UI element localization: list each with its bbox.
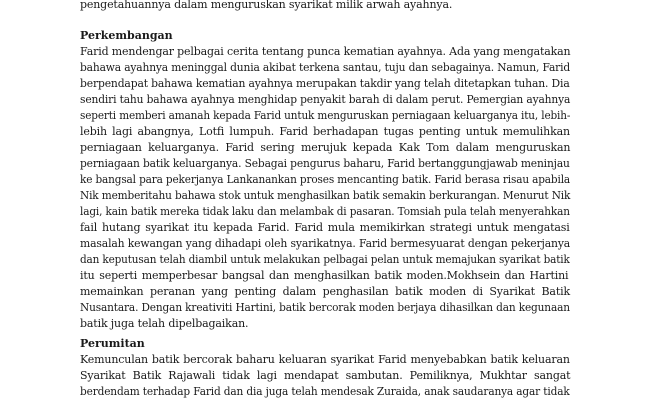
paragraph-line: perniagaan batik keluarganya. Sebagai pengurus baharu, Farid bertanggungjawab meninjau xyxy=(80,157,570,170)
paragraph-line: itu seperti memperbesar bangsal dan menghasilkan batik moden.Mokhsein dan Hartini xyxy=(80,269,569,282)
paragraph-line: ke bangsal para pekerjanya Lankanankan proses mencanting batik. Farid berasa risau apabila xyxy=(80,173,571,186)
paragraph-line: Syarikat Batik Rajawali tidak lagi mendapat sambutan. Pemiliknya, Mukhtar sangat xyxy=(80,369,571,382)
paragraph-line: lagi, kain batik mereka tidak laku dan melambak di pasaran. Tomsiah pula telah menyerahkan xyxy=(80,205,570,218)
paragraph-line: memainkan peranan yang penting dalam penghasilan batik moden di Syarikat Batik xyxy=(80,285,570,298)
paragraph-line: Farid mendengar pelbagai cerita tentang punca kematian ayahnya. Ada yang mengatakan xyxy=(80,45,571,58)
paragraph-line: sendiri tahu bahawa ayahnya menghidap penyakit barah di dalam perut. Pemergian ayahnya xyxy=(80,93,571,106)
paragraph-line: batik juga telah dipelbagaikan. xyxy=(80,317,249,330)
paragraph-line: masalah kewangan yang dihadapi oleh syarikatnya. Farid bermesyuarat dengan pekerjanya xyxy=(80,237,571,250)
paragraph-line: fail hutang syarikat itu kepada Farid. Farid mula memikirkan strategi untuk mengatasi xyxy=(80,221,570,234)
section-heading-perkembangan: Perkembangan xyxy=(80,29,173,42)
paragraph-line: Kemunculan batik bercorak baharu keluaran syarikat Farid menyebabkan batik keluaran xyxy=(80,353,570,366)
paragraph-line: berdendam terhadap Farid dan dia juga telah mendesak Zuraida, anak saudaranya agar tidak xyxy=(80,385,570,398)
paragraph-line: dan keputusan telah diambil untuk melakukan pelbagai pelan untuk memajukan syarikat batik xyxy=(80,253,570,266)
paragraph-line: Nusantara. Dengan kreativiti Hartini, batik bercorak moden berjaya dihasilkan dan kegunaan xyxy=(80,301,570,314)
paragraph-line: seperti memberi amanah kepada Farid untuk menguruskan perniagaan keluarganya itu, lebih- xyxy=(80,109,571,122)
intro-tail-line: pengetahuannya dalam menguruskan syarikat milik arwah ayahnya. xyxy=(80,0,453,11)
paragraph-line: perniagaan keluarganya. Farid sering merujuk kepada Kak Tom dalam menguruskan xyxy=(80,141,571,154)
paragraph-line: Nik memberitahu bahawa stok untuk menghasilkan batik semakin berkurangan. Menurut Nik xyxy=(80,189,571,202)
paragraph-line: lebih lagi abangnya, Lotfi lumpuh. Farid berhadapan tugas penting untuk memulihkan xyxy=(80,125,570,138)
section-heading-perumitan: Perumitan xyxy=(80,337,145,350)
paragraph-line: berpendapat bahawa kematian ayahnya merupakan takdir yang telah ditetapkan tuhan. Dia xyxy=(80,77,570,90)
paragraph-line: bahawa ayahnya meninggal dunia akibat terkena santau, tuju dan sebagainya. Namun, Farid xyxy=(80,61,571,74)
